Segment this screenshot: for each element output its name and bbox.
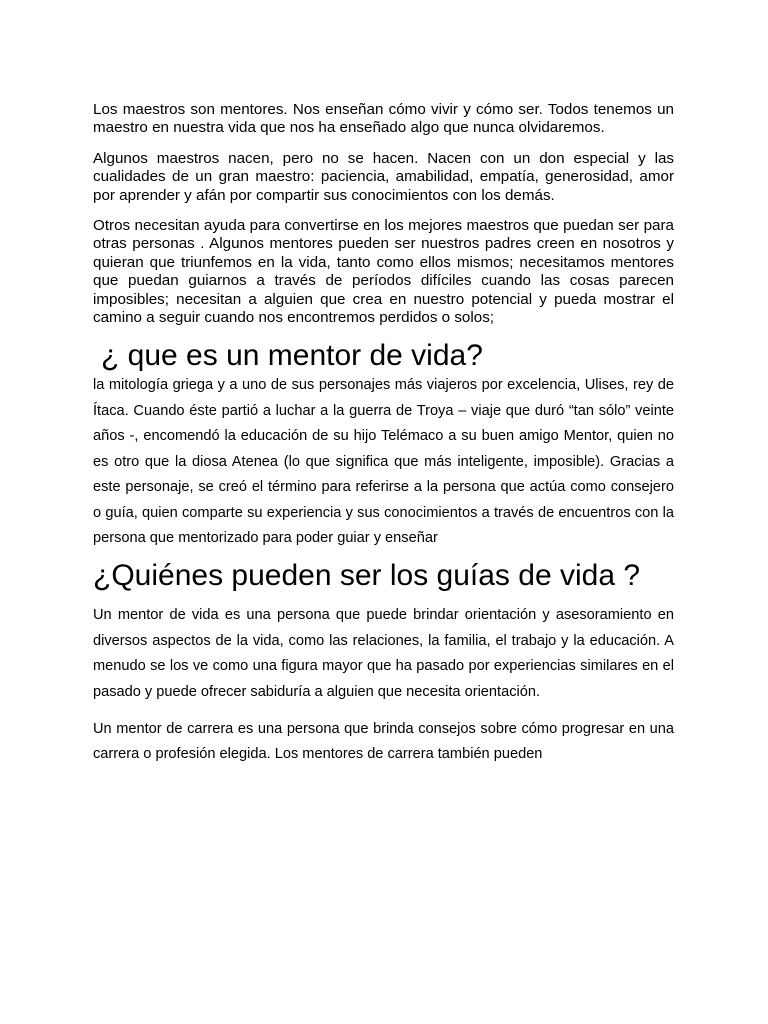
life-mentor-paragraph: Un mentor de vida es una persona que puede brindar orientación y asesoramiento en diversos aspectos de la vida, como las relaciones, la familia, el trabajo y la educación. A menudo se los ve como una figura mayor que ha pasado por experiencias similares en el pasado y puede ofrecer sabiduría a alguien que necesita orientación. (93, 607, 674, 700)
mentors-help-paragraph: Otros necesitan ayuda para convertirse en los mejores maestros que puedan ser para otras personas . Algunos mentores pueden ser nuestros padres creen en nosotros y quieran que triunfemos en la vida, tanto como ellos mismos; necesitamos mentores que puedan guiarnos a través de períodos difíciles cuando las cosas parecen imposibles; necesitan a alguien que crea en nuestro potencial y pueda mostrar el camino a seguir cuando nos encontremos perdidos o solos; (93, 217, 674, 327)
mythology-paragraph: la mitología griega y a uno de sus personajes más viajeros por excelencia, Ulises, rey de Ítaca. Cuando éste partió a luchar a la guerra de Troya – viaje que duró “tan sólo” veinte años -, encomendó la educación de su hijo Telémaco a su buen amigo Mentor, quien no es otro que la diosa Atenea (lo que significa que más inteligente, imposible). Gracias a este personaje, se creó el término para referirse a la persona que actúa como consejero o guía, quien comparte su experiencia y sus conocimientos a través de encuentros con la persona que mentorizado para poder guiar y enseñar (93, 377, 674, 546)
heading-who-can-be-guides: ¿Quiénes pueden ser los guías de vida ? (93, 559, 641, 593)
heading-what-is-mentor: ¿ que es un mentor de vida? (101, 339, 483, 373)
career-mentor-paragraph: Un mentor de carrera es una persona que brinda consejos sobre cómo progresar en una carrera o profesión elegida. Los mentores de carrera también pueden (93, 720, 674, 763)
intro-paragraph: Los maestros son mentores. Nos enseñan cómo vivir y cómo ser. Todos tenemos un maestro en nuestra vida que nos ha enseñado algo que nunca olvidaremos. (93, 101, 674, 137)
born-teachers-paragraph: Algunos maestros nacen, pero no se hacen. Nacen con un don especial y las cualidades de un gran maestro: paciencia, amabilidad, empatía, generosidad, amor por aprender y afán por compartir sus conocimientos con los demás. (93, 149, 674, 204)
document-page (93, 101, 674, 768)
